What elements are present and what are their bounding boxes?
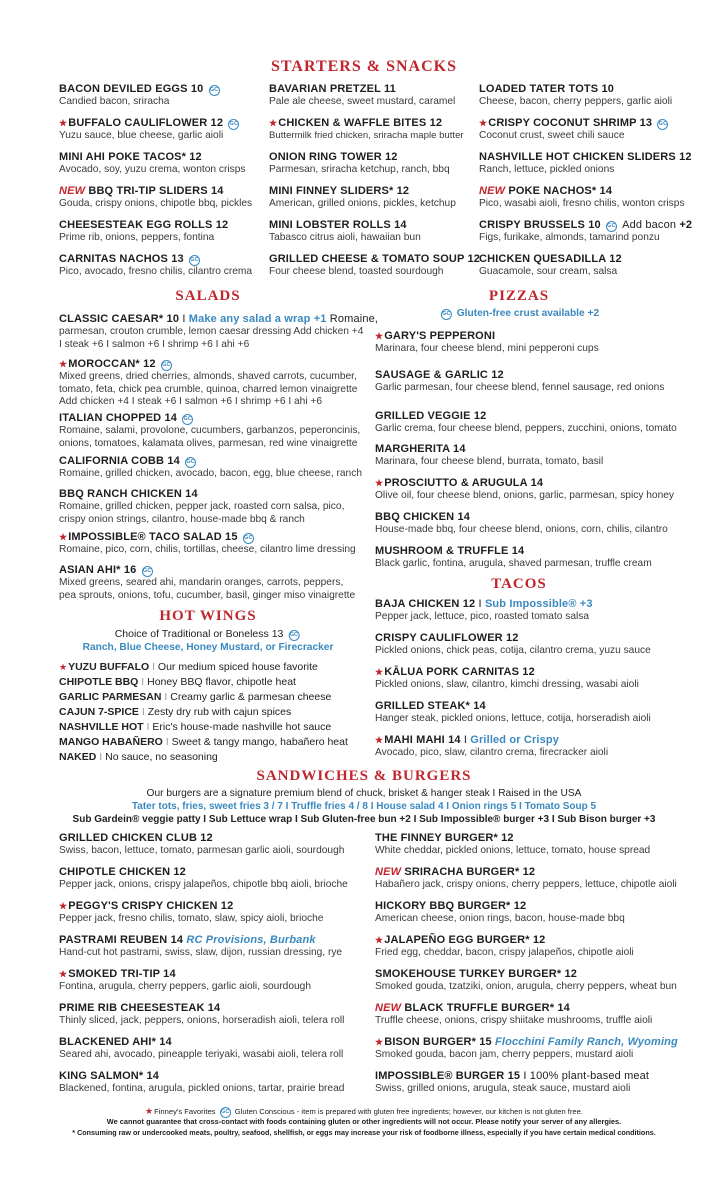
- menu-item: LOADED TATER TOTS 10 Cheese, bacon, cherry peppers, garlic aioli: [479, 83, 673, 107]
- menu-item: CHEESESTEAK EGG ROLLS 12 Prime rib, onions, peppers, fontina: [59, 219, 229, 243]
- menu-item: ★BUFFALO CAULIFLOWER 12 GC Yuzu sauce, blue cheese, garlic aioli: [59, 117, 239, 141]
- wing-item: GARLIC PARMESAN I Creamy garlic & parmesan cheese: [59, 691, 332, 703]
- menu-item: CHICKEN QUESADILLA 12 Guacamole, sour cream, salsa: [479, 253, 622, 277]
- favorite-star-icon: ★: [479, 118, 488, 128]
- gluten-conscious-icon: GC: [161, 360, 172, 371]
- section-title-tacos: TACOS: [491, 576, 547, 592]
- section-title-sandwiches: SANDWICHES & BURGERS: [256, 768, 472, 784]
- menu-item: ★JALAPEÑO EGG BURGER* 12 Fried egg, cheddar, bacon, crispy jalapeños, chipotle aioli: [375, 934, 634, 958]
- gluten-conscious-icon: GC: [182, 414, 193, 425]
- gluten-conscious-icon: GC: [441, 309, 452, 320]
- gluten-conscious-icon: GC: [288, 630, 299, 641]
- pizza-gf-note: GC Gluten-free crust available +2: [442, 308, 600, 319]
- favorite-star-icon: ★: [375, 1037, 384, 1047]
- menu-item: THE FINNEY BURGER* 12 White cheddar, pickled onions, lettuce, tomato, house spread: [375, 832, 651, 856]
- menu-item: NEW BBQ TRI-TIP SLIDERS 14 Gouda, crispy onions, chipotle bbq, pickles: [59, 185, 253, 209]
- menu-item: ★GARY'S PEPPERONI Marinara, four cheese blend, mini pepperoni cups: [375, 330, 599, 354]
- wing-item: NASHVILLE HOT I Eric's house-made nashville hot sauce: [59, 721, 332, 733]
- menu-item: BAVARIAN PRETZEL 11 Pale ale cheese, sweet mustard, caramel: [269, 83, 456, 107]
- favorite-star-icon: ★: [375, 735, 384, 745]
- menu-item: GRILLED VEGGIE 12 Garlic crema, four cheese blend, peppers, zucchini, onions, tomato: [375, 410, 677, 434]
- favorite-star-icon: ★: [375, 935, 384, 945]
- menu-item: ★MOROCCAN* 12 GC Mixed greens, dried cherries, almonds, shaved carrots, cucumber, tomato, feta, chick pea crumble, quinoa, charred lemon vinaigrette Add chicken +4 I steak +6 I salmon +6 I shrimp +6 I ahi +6: [59, 358, 358, 408]
- menu-item: ITALIAN CHOPPED 14 GC Romaine, salami, provolone, cucumbers, garbanzos, peperoncinis, onions, tomatoes, kalamata olives, parmesan, red wine vinaigrette: [59, 412, 361, 449]
- menu-item: GRILLED CHICKEN CLUB 12 Swiss, bacon, lettuce, tomato, parmesan garlic aioli, sourdough: [59, 832, 345, 856]
- wing-item: NAKED I No sauce, no seasoning: [59, 751, 218, 763]
- footer-raw-warning: * Consuming raw or undercooked meats, poultry, seafood, shellfish, or eggs may increase your risk of foodborne illness, especially if you have certain medical conditions.: [72, 1128, 656, 1137]
- wings-sauces: Ranch, Blue Cheese, Honey Mustard, or Firecracker: [82, 642, 334, 653]
- menu-item: PASTRAMI REUBEN 14 RC Provisions, Burbank Hand-cut hot pastrami, swiss, slaw, dijon, russian dressing, rye: [59, 934, 343, 958]
- menu-item: HICKORY BBQ BURGER* 12 American cheese, onion rings, bacon, house-made bbq: [375, 900, 625, 924]
- favorite-star-icon: ★: [59, 662, 68, 672]
- favorite-star-icon: ★: [59, 901, 68, 911]
- favorite-star-icon: ★: [375, 478, 384, 488]
- menu-item: ★PEGGY'S CRISPY CHICKEN 12 Pepper jack, fresno chilis, tomato, slaw, spicy aioli, brioche: [59, 900, 324, 924]
- menu-item: NEW POKE NACHOS* 14 Pico, wasabi aioli, fresno chilis, wonton crisps: [479, 185, 685, 209]
- favorite-star-icon: ★: [59, 359, 68, 369]
- menu-item: BBQ RANCH CHICKEN 14 Romaine, grilled chicken, pepper jack, roasted corn salsa, pico, crispy onion strings, cilantro, house-made bbq & ranch: [59, 488, 345, 525]
- menu-item: CLASSIC CAESAR* 10 I Make any salad a wrap +1 Romaine, parmesan, crouton crumble, lemon caesar dressing Add chicken +4 I steak +6 I salmon +6 I shrimp +6 I ahi +6: [59, 313, 379, 350]
- menu-item: GRILLED CHEESE & TOMATO SOUP 12 Four cheese blend, toasted sourdough: [269, 253, 481, 277]
- menu-item: MUSHROOM & TRUFFLE 14 Black garlic, fontina, arugula, shaved parmesan, truffle cream: [375, 545, 652, 569]
- wing-item: CHIPOTLE BBQ I Honey BBQ flavor, chipotle heat: [59, 676, 296, 688]
- menu-item: ★IMPOSSIBLE® TACO SALAD 15 GC Romaine, pico, corn, chilis, tortillas, cheese, cilantro lime dressing: [59, 531, 356, 555]
- section-title-pizzas: PIZZAS: [488, 288, 550, 304]
- gluten-conscious-icon: GC: [220, 1107, 231, 1118]
- menu-item: MINI FINNEY SLIDERS* 12 American, grilled onions, pickles, ketchup: [269, 185, 456, 209]
- menu-item: BAJA CHICKEN 12 I Sub Impossible® +3 Pepper jack, lettuce, pico, roasted tomato salsa: [375, 598, 593, 622]
- burger-subs: Sub Gardein® veggie patty I Sub Lettuce wrap I Sub Gluten-free bun +2 I Sub Impossible® burger +3 I Sub Bison burger +3: [72, 814, 656, 825]
- new-badge: NEW: [479, 185, 506, 197]
- gluten-conscious-icon: GC: [185, 457, 196, 468]
- footer-allergy: We cannot guarantee that cross-contact with foods containing gluten or other ingredients will not occur. Please notify your server of any allergies.: [106, 1117, 622, 1126]
- favorite-star-icon: ★: [59, 118, 68, 128]
- menu-item: KING SALMON* 14 Blackened, fontina, arugula, pickled onions, tartar, prairie bread: [59, 1070, 345, 1094]
- menu-item: CRISPY BRUSSELS 10 GC Add bacon +2 Figs, furikake, almonds, tamarind ponzu: [479, 219, 693, 243]
- section-title-hot-wings: HOT WINGS: [159, 608, 257, 624]
- menu-item: ASIAN AHI* 16 GC Mixed greens, seared ahi, mandarin oranges, carrots, peppers, pea sprouts, onions, tofu, cucumber, basil, ginger miso vinaigrette: [59, 564, 356, 601]
- menu-item: MINI LOBSTER ROLLS 14 Tabasco citrus aioli, hawaiian bun: [269, 219, 421, 243]
- menu-item: SAUSAGE & GARLIC 12 Garlic parmesan, four cheese blend, fennel sausage, red onions: [375, 369, 665, 393]
- menu-item: CHIPOTLE CHICKEN 12 Pepper jack, onions, crispy jalapeños, chipotle bbq aioli, brioche: [59, 866, 348, 890]
- menu-item: CRISPY CAULIFLOWER 12 Pickled onions, chick peas, cotija, cilantro crema, yuzu sauce: [375, 632, 651, 656]
- gluten-conscious-icon: GC: [142, 566, 153, 577]
- favorite-star-icon: ★: [375, 667, 384, 677]
- favorite-star-icon: ★: [59, 969, 68, 979]
- menu-item: MARGHERITA 14 Marinara, four cheese blend, burrata, tomato, basil: [375, 443, 604, 467]
- footer-legend: ★Finney's Favorites GC Gluten Conscious - item is prepared with gluten free ingredients; however, our kitchen is not gluten free.: [145, 1106, 583, 1116]
- gluten-conscious-icon: GC: [657, 119, 668, 130]
- menu-item: NEW BLACK TRUFFLE BURGER* 14 Truffle cheese, onions, crispy shiitake mushrooms, truffle aioli: [375, 1002, 653, 1026]
- gluten-conscious-icon: GC: [228, 119, 239, 130]
- menu-item: NASHVILLE HOT CHICKEN SLIDERS 12 Ranch, lettuce, pickled onions: [479, 151, 692, 175]
- gluten-conscious-icon: GC: [606, 221, 617, 232]
- burger-sides: Tater tots, fries, sweet fries 3 / 7 I Truffle fries 4 / 8 I House salad 4 I Onion rings 5 I Tomato Soup 5: [131, 801, 597, 812]
- menu-item: ★CRISPY COCONUT SHRIMP 13 GC Coconut crust, sweet chili sauce: [479, 117, 668, 141]
- favorite-star-icon: ★: [269, 118, 278, 128]
- gluten-conscious-icon: GC: [243, 533, 254, 544]
- gluten-conscious-icon: GC: [189, 255, 200, 266]
- section-title-starters: STARTERS & SNACKS: [271, 58, 457, 75]
- menu-item: ★CHICKEN & WAFFLE BITES 12 Buttermilk fried chicken, sriracha maple butter: [269, 117, 464, 141]
- menu-item: MINI AHI POKE TACOS* 12 Avocado, soy, yuzu crema, wonton crisps: [59, 151, 246, 175]
- menu-item: BACON DEVILED EGGS 10 GC Candied bacon, sriracha: [59, 83, 219, 107]
- menu-item: IMPOSSIBLE® BURGER 15 I 100% plant-based meat Swiss, grilled onions, arugula, steak sauce, mustard aioli: [375, 1070, 650, 1094]
- section-title-salads: SALADS: [175, 288, 241, 304]
- menu-item: CALIFORNIA COBB 14 GC Romaine, grilled chicken, avocado, bacon, egg, blue cheese, ranch: [59, 455, 362, 479]
- menu-item: NEW SRIRACHA BURGER* 12 Habañero jack, crispy onions, cherry peppers, lettuce, chipotle aioli: [375, 866, 677, 890]
- wing-item: ★YUZU BUFFALO I Our medium spiced house favorite: [59, 661, 318, 673]
- favorite-star-icon: ★: [375, 331, 384, 341]
- menu-item: BBQ CHICKEN 14 House-made bbq, four cheese blend, onions, corn, chilis, cilantro: [375, 511, 668, 535]
- menu-item: ★BISON BURGER* 15 Flocchini Family Ranch, Wyoming Smoked gouda, bacon jam, cherry peppers, mustard aioli: [375, 1036, 678, 1060]
- new-badge: NEW: [375, 1002, 402, 1014]
- menu-item: BLACKENED AHI* 14 Seared ahi, avocado, pineapple teriyaki, wasabi aioli, telera roll: [59, 1036, 344, 1060]
- menu-item: PRIME RIB CHEESESTEAK 14 Thinly sliced, jack, peppers, onions, horseradish aioli, telera roll: [59, 1002, 345, 1026]
- menu-item: CARNITAS NACHOS 13 GC Pico, avocado, fresno chilis, cilantro crema: [59, 253, 253, 277]
- menu-item: SMOKEHOUSE TURKEY BURGER* 12 Smoked gouda, tzatziki, onion, arugula, cherry peppers, wheat bun: [375, 968, 677, 992]
- menu-item: ★PROSCIUTTO & ARUGULA 14 Olive oil, four cheese blend, onions, garlic, parmesan, spicy honey: [375, 477, 674, 501]
- menu-item: ONION RING TOWER 12 Parmesan, sriracha ketchup, ranch, bbq: [269, 151, 450, 175]
- wing-item: MANGO HABAÑERO I Sweet & tangy mango, habañero heat: [59, 736, 348, 748]
- wing-item: CAJUN 7-SPICE I Zesty dry rub with cajun spices: [59, 706, 292, 718]
- favorite-star-icon: ★: [59, 532, 68, 542]
- menu-item: ★MAHI MAHI 14 I Grilled or Crispy Avocado, pico, slaw, cilantro crema, firecracker aioli: [375, 734, 609, 758]
- menu-item: ★KĀLUA PORK CARNITAS 12 Pickled onions, slaw, cilantro, kimchi dressing, wasabi aioli: [375, 666, 639, 690]
- menu-item: GRILLED STEAK* 14 Hanger steak, pickled onions, lettuce, cotija, horseradish aioli: [375, 700, 651, 724]
- wings-choice: Choice of Traditional or Boneless 13 GC: [114, 628, 298, 640]
- gluten-conscious-icon: GC: [209, 85, 220, 96]
- new-badge: NEW: [59, 185, 86, 197]
- favorite-star-icon: ★: [145, 1106, 154, 1116]
- new-badge: NEW: [375, 866, 402, 878]
- menu-item: ★SMOKED TRI-TIP 14 Fontina, arugula, cherry peppers, garlic aioli, sourdough: [59, 968, 312, 992]
- burger-intro: Our burgers are a signature premium blend of chuck, brisket & hanger steak I Raised in the USA: [146, 788, 582, 799]
